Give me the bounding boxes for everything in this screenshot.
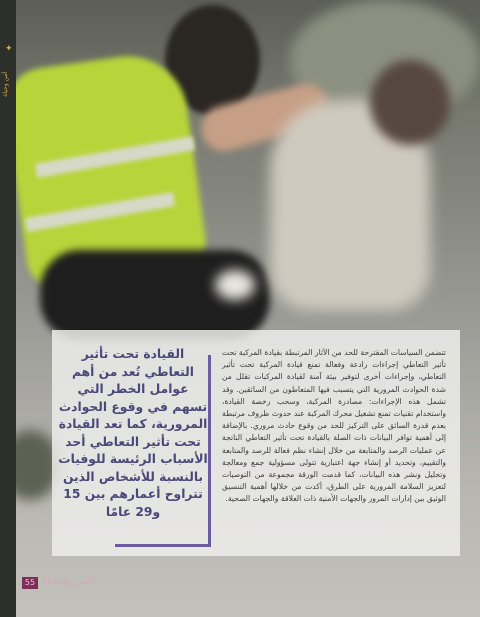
victim-head bbox=[370, 60, 450, 145]
pullquote-box bbox=[58, 344, 208, 542]
pullquote-accent-vertical bbox=[208, 355, 211, 547]
page-footer bbox=[0, 575, 480, 593]
page-number: 55 bbox=[22, 577, 38, 589]
pullquote-text: القيادة تحت تأثير التعاطي تُعد من أهم عوامل الخطر التي تسهم في وقوع الحوادث المرورية، كما تعد القيادة تحت تأثير التعاطي أحد الأسباب الرئيسة للوفيات بالنسبة للأشخاص الذين تتراوح أعمارهم بين 15 و29 عامًا bbox=[58, 347, 208, 519]
magazine-title: الأمن والحياة bbox=[42, 576, 96, 587]
star-icon: ✦ bbox=[5, 44, 13, 54]
pullquote-accent-horizontal bbox=[115, 544, 211, 547]
article-body: تتضمن السياسات المقترحة للحد من الآثار المرتبطة بقيادة المركبة تحت تأثير التعاطي إجراءات رادعة وفعالة تمنع قيادة المركبة تحت تأثير التعاطي، وإجراءات أخرى لتوفير بيئة آمنة لقيادة المركبات تقلل من شدة الحوادث المرورية التي يتسبب فيها المتعاطون من السائقين. وقد تشمل هذه الإجراءات: مصادرة المركبة، وسحب رخصة القيادة، واستخدام تقنيات تمنع تشغيل محرك المركبة عند حدوث ظروف مرتبطة بعدم قدرة السائق على التركيز للحد من وقوع حادث مروري. بالإضافة إلى أهمية توافر البيانات ذات الصلة بالقيادة تحت تأثير التعاطي الناتجة عن عمليات الرصد والمتابعة من خلال إنشاء نظم فعالة للرصد والمتابعة والتقييم، وتحديد أو إنشاء جهة اعتبارية تتولى مسؤولية جمع ومعالجة وتحليل ونشر هذه البيانات، كما قدمت الورقة مجموعة من التوصيات لتعزيز السلامة المرورية على الطرق، أكدت من خلالها أهمية التنسيق الوثيق بين إدارات المرور والجهات الأمنية ذات العلاقة والجهات الصحية. bbox=[222, 348, 446, 504]
side-label: أمن وحياة bbox=[2, 72, 9, 97]
